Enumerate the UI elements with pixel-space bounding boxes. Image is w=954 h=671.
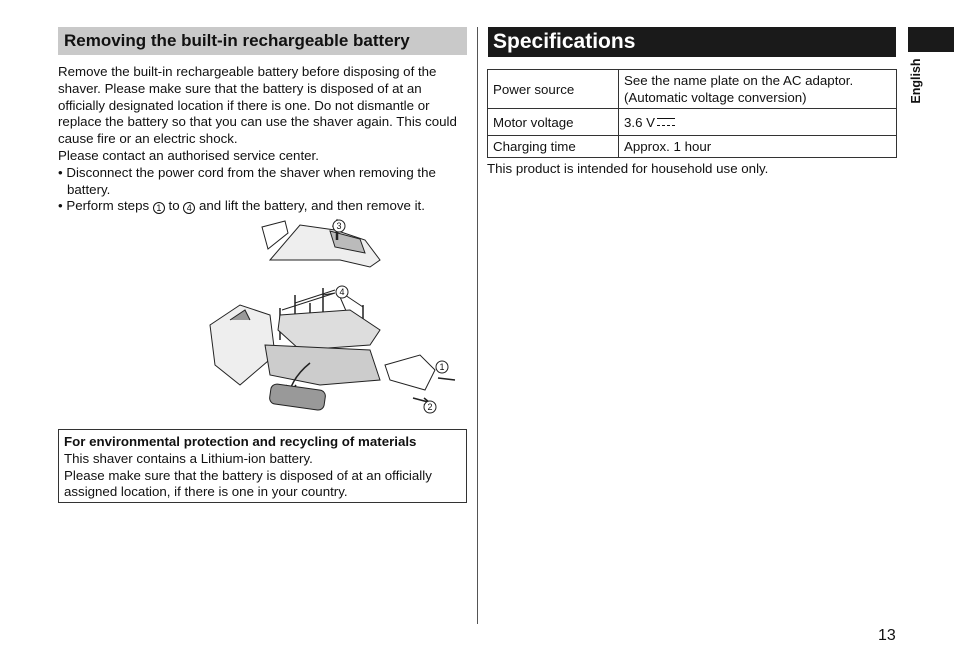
table-row	[488, 109, 897, 136]
bullet-text: Perform steps	[66, 198, 153, 214]
removal-paragraph: Remove the built-in rechargeable battery before disposing of the shaver. Please make sure that the battery is disposed of at an officially designated location if there is one. Do not dismantle or replace the battery so that you can use the shaver again. This could cause fire or an electric shock.	[58, 64, 457, 147]
bullet-text: to	[164, 198, 184, 214]
step-label: 4	[339, 287, 345, 297]
table-row	[488, 70, 897, 109]
column-divider	[477, 27, 478, 624]
language-label: English	[909, 58, 923, 104]
contact-line: Please contact an authorised service center.	[58, 147, 319, 163]
spec-value-line: (Automatic voltage conversion)	[624, 90, 807, 105]
spec-label: Power source	[488, 70, 619, 109]
spec-label: Motor voltage	[488, 109, 619, 136]
env-notice-line: This shaver contains a Lithium-ion battery.	[64, 450, 313, 466]
battery-removal-illustration	[200, 215, 470, 420]
spec-value: Approx. 1 hour	[619, 136, 897, 158]
bullet-item: • Disconnect the power cord from the shaver when removing the battery.	[58, 164, 436, 197]
page-number: 13	[878, 627, 896, 644]
specifications-table	[487, 69, 897, 158]
battery-removal-text	[58, 64, 468, 215]
step-label: 2	[427, 402, 433, 412]
step-label: 1	[439, 362, 445, 372]
env-notice-line: Please make sure that the battery is disposed of at an officially assigned location, if there is one in your country.	[64, 467, 432, 500]
language-tab-marker	[908, 27, 954, 52]
step-label: 3	[336, 221, 342, 231]
spec-value-line: See the name plate on the AC adaptor.	[624, 73, 854, 88]
section-heading-specifications: Specifications	[488, 27, 896, 57]
bullet-item: • Perform steps 1 to 4 and lift the battery, and then remove it.	[58, 198, 425, 214]
spec-value-text: 3.6 V	[624, 114, 656, 130]
bullet-text: and lift the battery, and then remove it.	[195, 198, 425, 214]
spec-value	[619, 109, 897, 136]
household-use-note: This product is intended for household use only.	[487, 161, 769, 176]
spec-label: Charging time	[488, 136, 619, 158]
section-heading-battery-removal: Removing the built-in rechargeable battery	[58, 27, 467, 55]
spec-value	[619, 70, 897, 109]
step-number: 4	[183, 202, 195, 214]
bullet-text: Disconnect the power cord from the shaver when removing the battery.	[66, 164, 436, 197]
step-number: 1	[153, 202, 165, 214]
table-row	[488, 136, 897, 158]
dc-symbol-icon	[657, 118, 675, 126]
environmental-notice-box	[58, 429, 467, 503]
env-notice-title: For environmental protection and recycling of materials	[64, 434, 417, 449]
